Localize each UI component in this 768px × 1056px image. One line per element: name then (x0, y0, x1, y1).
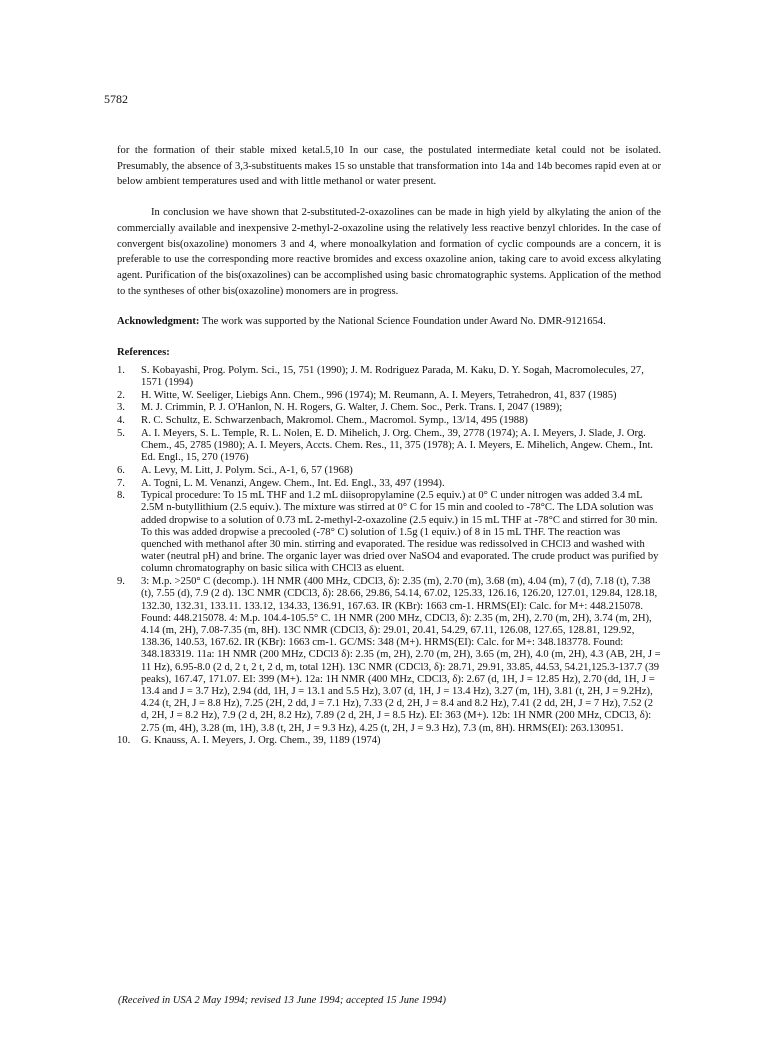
reference-text: H. Witte, W. Seeliger, Liebigs Ann. Chem., 996 (1974); M. Reumann, A. I. Meyers, Tetrahedron, 41, 837 (1985) (141, 389, 617, 401)
reference-number: 4. (117, 415, 125, 427)
reference-number: 3. (117, 402, 125, 414)
reference-item (117, 465, 661, 477)
reference-item (117, 402, 661, 414)
reference-item (117, 390, 661, 402)
reference-number: 8. (117, 490, 125, 502)
reference-text: M. J. Crimmin, P. J. O'Hanlon, N. H. Rogers, G. Walter, J. Chem. Soc., Perk. Trans. I, 2047 (1989); (141, 402, 563, 414)
reference-text: R. C. Schultz, E. Schwarzenbach, Makromol. Chem., Macromol. Symp., 13/14, 495 (1988) (141, 415, 528, 427)
reference-number: 10. (117, 735, 131, 747)
references-heading: References: (117, 347, 170, 359)
references-list (117, 365, 661, 748)
reference-number: 6. (117, 464, 125, 476)
reference-text: A. Levy, M. Litt, J. Polym. Sci., A-1, 6, 57 (1968) (141, 464, 353, 476)
article-body (117, 143, 661, 748)
reference-number: 9. (117, 576, 125, 588)
reference-number: 2. (117, 389, 125, 401)
reference-item (117, 478, 661, 490)
reference-item (117, 415, 661, 427)
reference-item (117, 735, 661, 747)
reference-number: 7. (117, 477, 125, 489)
acknowledgment-label: Acknowledgment: (117, 316, 200, 328)
reference-text: A. I. Meyers, S. L. Temple, R. L. Nolen, E. D. Mihelich, J. Org. Chem., 39, 2778 (1974); A. I. Meyers, J. Slade, J. Org. Chem., 45, 2785 (1980); A. I. Meyers, Accts. Chem. Res., 11, 375 (1978); A. I. Meyers, E. Mihelich, Angew. Chem., Int. Ed. Engl., 15, 270 (1976) (141, 427, 654, 464)
reference-item (117, 365, 661, 389)
acknowledgment-text: The work was supported by the National Science Foundation under Award No. DMR-9121654. (199, 316, 606, 328)
received-dates: (Received in USA 2 May 1994; revised 13 June 1994; accepted 15 June 1994) (118, 995, 447, 1006)
reference-number: 5. (117, 427, 125, 439)
acknowledgment (117, 314, 661, 330)
paragraph-2: In conclusion we have shown that 2-substituted-2-oxazolines can be made in high yield by alkylating the anion of the commercially available and inexpensive 2-methyl-2-oxazoline using the relatively less reactive benzyl chlorides. In the case of convergent bis(oxazoline) monomers 3 and 4, where monoalkylation and formation of cyclic compounds are a concern, it is preferable to use the corresponding more reactive bromides and excess oxazoline anion, taking care to avoid excess alkylating agent. Purification of the bis(oxazolines) can be accomplished using basic chromatographic systems. Application of the method to the syntheses of other bis(oxazoline) monomers are in progress. (117, 207, 661, 297)
reference-number: 1. (117, 364, 125, 376)
reference-item (117, 576, 661, 735)
reference-item (117, 490, 661, 575)
reference-text: A. Togni, L. M. Venanzi, Angew. Chem., Int. Ed. Engl., 33, 497 (1994). (141, 477, 445, 489)
page-number: 5782 (104, 92, 128, 106)
reference-text: 3: M.p. >250° C (decomp.). 1H NMR (400 MHz, CDCl3, δ): 2.35 (m), 2.70 (m), 3.68 (m), 4.04 (m), 7 (d), 7.18 (t), 7.38 (t), 7.55 (d), 7.9 (2 d). 13C NMR (CDCl3, δ): 28.66, 29.86, 54.14, 67.02, 125.33, 126.16, 126.20, 127.01, 129.84, 128.18, 132.30, 132.31, 133.11. 133.12, 134.33, 136.91, 167.63. IR (KBr): 1663 cm-1. HRMS(EI): Calc. for M+: 448.215078. Found: 448.215078. 4: M.p. 104.4-105.5° C. 1H NMR (200 MHz, CDCl3, δ): 2.35 (m, 2H), 2.70 (m, 2H), 3.74 (m, 2H), 4.14 (m, 2H), 7.08-7.35 (m, 8H). 13C NMR (CDCl3, δ): 29.01, 20.41, 54.29, 67.11, 126.08, 127.65, 128.81, 129.92, 138.36, 140.53, 167.62. IR (KBr): 1663 cm-1. GC/MS: 348 (M+). HRMS(EI): Calc. for M+: 348.183778. Found: 348.183319. 11a: 1H NMR (200 MHz, CDCl3 δ): 2.35 (m, 2H), 2.70 (m, 2H), 3.65 (m, 2H), 4.0 (m, 2H), 4.3 (AB, 2H, J = 11 Hz), 6.95-8.0 (2 d, 2 t, 2 t, 2 d, m, total 12H). 13C NMR (CDCl3, δ): 28.71, 29.91, 33.85, 44.53, 54.21,125.3-137.7 (39 peaks), 167.47, 171.07. EI: 399 (M+). 12a: 1H NMR (400 MHz, CDCl3, δ): 2.67 (d, 1H, J = 12.85 Hz), 2.70 (dd, 1H, J = 13.4 and J = 3.7 Hz), 2.94 (dd, 1H, J = 13.1 and 5.5 Hz), 3.07 (d, 1H, J = 13.4 Hz), 3.27 (m, 1H), 3.81 (t, 2H, J = 9.2Hz), 4.24 (t, 2H, J = 8.8 Hz), 7.25 (2H, 2 dd, J = 7.1 Hz), 7.33 (2 d, 2H, J = 8.4 and 8.2 Hz), 7.41 (2 dd, 2H, J = 7 Hz), 7.52 (2 d, 2H, J = 8.2 Hz), 7.9 (2 d, 2H, 8.2 Hz), 7.89 (2 d, 2H, J = 8.5 Hz). EI: 363 (M+). 12b: 1H NMR (200 MHz, CDCl3, δ): 2.75 (m, 4H), 3.28 (m, 1H), 3.8 (t, 2H, J = 9.3 Hz), 4.25 (t, 2H, J = 9.3 Hz), 7.3 (m, 8H). HRMS(EI): 263.130951. (141, 576, 661, 734)
paragraph-1: for the formation of their stable mixed ketal.5,10 In our case, the postulated intermediate ketal could not be isolated. Presumably, the absence of 3,3-substituents makes 15 so unstable that transformation into 14a and 14b becomes rapid even at or below ambient temperatures used and with little methanol or water present. (117, 145, 661, 188)
reference-text: S. Kobayashi, Prog. Polym. Sci., 15, 751 (1990); J. M. Rodriguez Parada, M. Kaku, D. Y. Sogah, Macromolecules, 27, 1571 (1994) (141, 364, 644, 388)
reference-text: G. Knauss, A. I. Meyers, J. Org. Chem., 39, 1189 (1974) (141, 735, 381, 747)
reference-text: Typical procedure: To 15 mL THF and 1.2 mL diisopropylamine (2.5 equiv.) at 0° C under nitrogen was added 3.4 mL 2.5M n-butyllithium (2.5 equiv.). The mixture was stirred at 0° C for 15 min and cooled to -78°C. The LDA solution was added dropwise to a solution of 0.73 mL 2-methyl-2-oxazoline (2.5 equiv.) in 15 mL THF at -78°C and stirred for 30 min. To this was added dropwise a precooled (-78° C) solution of 1.5g (1 equiv.) of 8 in 15 mL THF. The reaction was quenched with methanol after 30 min. stirring and evaporated. The residue was redissolved in CHCl3 and washed with water (neutral pH) and brine. The organic layer was dried over NaSO4 and evaporated. The crude product was purified by column chromatography on basic silica with CHCl3 as eluent. (141, 490, 659, 575)
reference-item (117, 428, 661, 465)
